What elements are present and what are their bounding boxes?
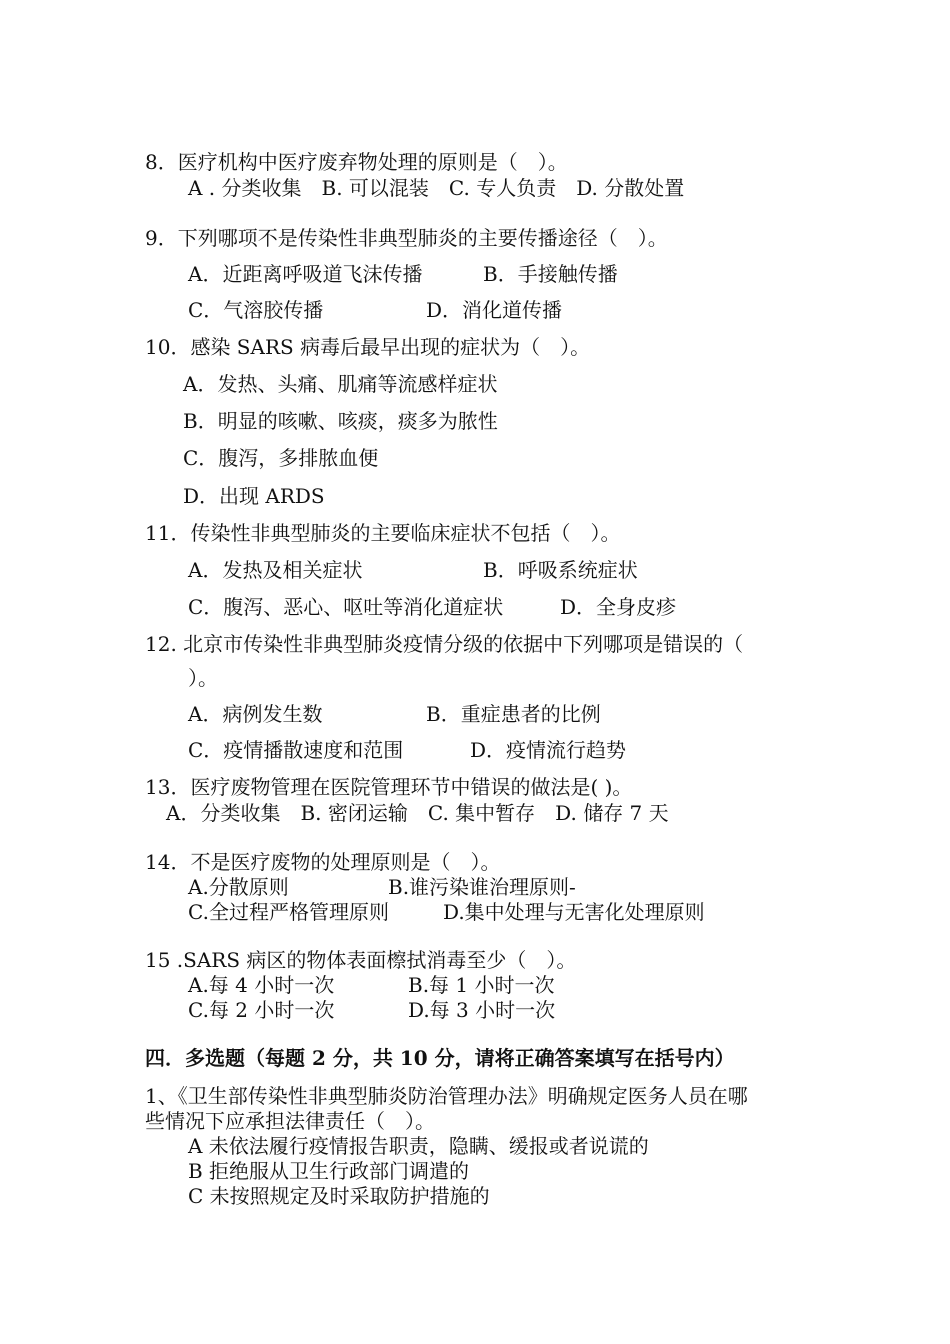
question-12-option-b: B．重症患者的比例: [426, 702, 601, 726]
question-10-option-b: B．明显的咳嗽、咳痰，痰多为脓性: [183, 409, 498, 433]
multi-question-1-option-c: C 未按照规定及时采取防护措施的: [188, 1184, 490, 1208]
question-13-stem: 13．医疗废物管理在医院管理环节中错误的做法是( )。: [145, 775, 633, 799]
question-14-stem: 14．不是医疗废物的处理原则是（ ）。: [145, 850, 501, 874]
question-15-option-b: B.每 1 小时一次: [408, 973, 555, 997]
question-9-option-d: D．消化道传播: [426, 298, 563, 322]
question-9-option-b: B．手接触传播: [483, 262, 618, 286]
question-14-option-b: B.谁污染谁治理原则-: [388, 875, 576, 899]
question-12-option-d: D．疫情流行趋势: [470, 738, 627, 762]
multi-question-1-stem-line1: 1、《卫生部传染性非典型肺炎防治管理办法》明确规定医务人员在哪: [145, 1084, 748, 1108]
question-9-option-a: A．近距离呼吸道飞沫传播: [188, 262, 423, 286]
question-11-option-b: B．呼吸系统症状: [483, 558, 638, 582]
section-4-heading: 四．多选题（每题 2 分，共 10 分，请将正确答案填写在括号内）: [145, 1046, 735, 1070]
question-9-option-c: C．气溶胶传播: [188, 298, 324, 322]
question-14-option-c: C.全过程严格管理原则: [188, 900, 389, 924]
question-9-stem: 9．下列哪项不是传染性非典型肺炎的主要传播途径（ ）。: [145, 226, 668, 250]
question-10-option-c: C．腹泻，多排脓血便: [183, 446, 379, 470]
question-8-options: A . 分类收集 B. 可以混装 C. 专人负责 D. 分散处置: [188, 176, 685, 200]
question-12-stem-continued: ）。: [188, 666, 218, 690]
question-11-option-a: A．发热及相关症状: [188, 558, 363, 582]
multi-question-1-option-b: B 拒绝服从卫生行政部门调遣的: [188, 1159, 470, 1183]
question-15-option-a: A.每 4 小时一次: [188, 973, 335, 997]
question-10-stem: 10．感染 SARS 病毒后最早出现的症状为（ ）。: [145, 335, 591, 359]
question-13-options: A．分类收集 B. 密闭运输 C. 集中暂存 D. 储存 7 天: [166, 801, 669, 825]
question-12-stem: 12. 北京市传染性非典型肺炎疫情分级的依据中下列哪项是错误的（: [145, 632, 744, 656]
question-12-option-c: C．疫情播散速度和范围: [188, 738, 404, 762]
question-15-option-c: C.每 2 小时一次: [188, 998, 335, 1022]
question-11-stem: 11．传染性非典型肺炎的主要临床症状不包括（ ）。: [145, 521, 621, 545]
question-11-option-d: D．全身皮疹: [560, 595, 677, 619]
question-12-option-a: A．病例发生数: [188, 702, 323, 726]
question-10-option-d: D．出现 ARDS: [183, 484, 325, 508]
multi-question-1-stem-line2: 些情况下应承担法律责任（ ）。: [145, 1109, 435, 1133]
multi-question-1-option-a: A 未依法履行疫情报告职责，隐瞒、缓报或者说谎的: [188, 1134, 649, 1158]
question-15-stem: 15 .SARS 病区的物体表面檫拭消毒至少（ ）。: [145, 948, 577, 972]
question-14-option-d: D.集中处理与无害化处理原则: [443, 900, 705, 924]
question-8-stem: 8．医疗机构中医疗废弃物处理的原则是（ ）。: [145, 150, 568, 174]
question-15-option-d: D.每 3 小时一次: [408, 998, 556, 1022]
question-14-option-a: A.分散原则: [188, 875, 289, 899]
question-11-option-c: C．腹泻、恶心、呕吐等消化道症状: [188, 595, 504, 619]
question-10-option-a: A．发热、头痛、肌痛等流感样症状: [183, 372, 498, 396]
